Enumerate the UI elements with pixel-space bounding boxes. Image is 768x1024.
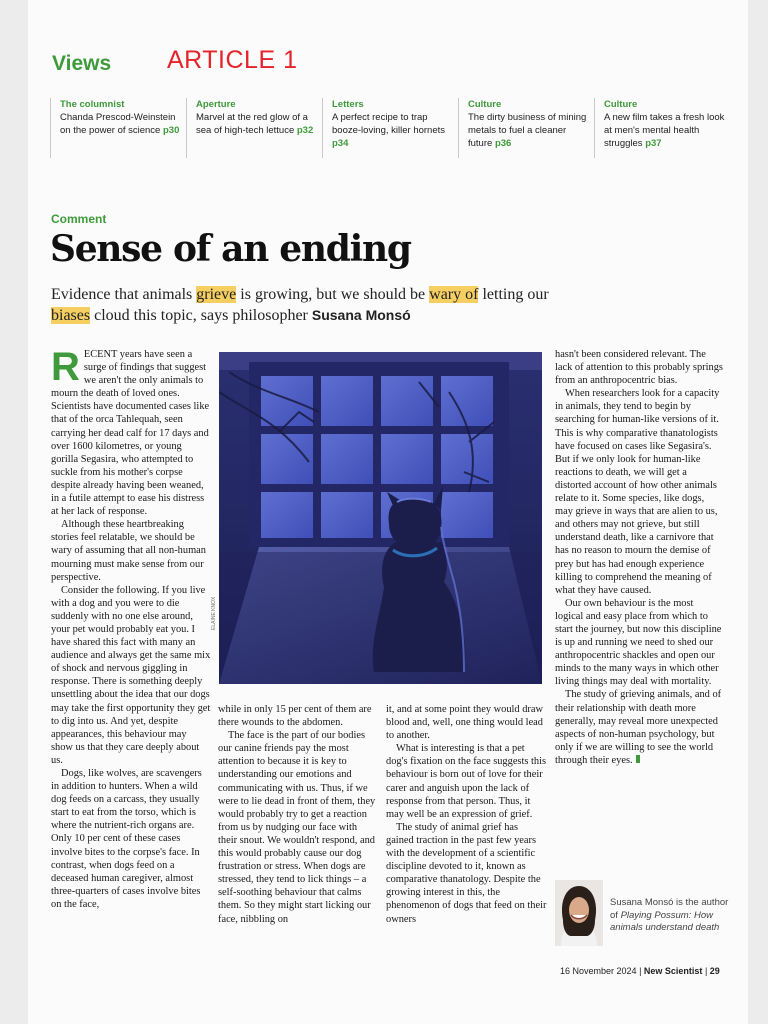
- standfirst-text: is growing, but we should be: [236, 286, 430, 303]
- nav-page: p34: [332, 138, 349, 149]
- nav-category: Aperture: [196, 99, 236, 110]
- nav-text: A perfect recipe to trap booze-loving, killer hornets: [332, 112, 446, 136]
- paragraph: When researchers look for a capacity in animals, they tend to begin by searching for human-like versions of it. This is why comparative thanatologists have focused on cases like Segasira's. But if we only look for human-like reactions to death, we will get a distorted account of how other animals relate to it. Some species, like dogs, may grieve in ways that are alien to us, and others may not grieve, but still understand death, like a carnivore that has no reason to mourn the demise of prey but has had enough experience killing to comprehend the meaning of what they have caused.: [555, 388, 720, 596]
- nav-page: p36: [494, 138, 512, 149]
- nav-page: p30: [162, 125, 180, 136]
- book-title: Playing Possum: How animals understand death: [610, 909, 720, 933]
- paragraph: hasn't been considered relevant. The lack of attention to this probably springs from an anthropocentric bias.: [555, 349, 723, 387]
- highlight: biases: [51, 307, 91, 324]
- nav-category: Culture: [604, 99, 638, 110]
- issue-date: 16 November 2024: [560, 966, 637, 976]
- nav-category: Letters: [332, 99, 364, 110]
- nav-text: Chanda Prescod-Weinstein on the power of science: [60, 112, 176, 136]
- nav-item-aperture[interactable]: [186, 98, 320, 158]
- body-column-4: [555, 348, 723, 873]
- nav-item-culture-film[interactable]: [594, 98, 728, 158]
- headline: Sense of an ending: [50, 228, 411, 270]
- footer-separator: |: [702, 966, 710, 976]
- body-column-2: [218, 703, 378, 963]
- paragraph: Dogs, like wolves, are scavengers in addition to hunters. When a wild dog feeds on a carcass, they usually start to eat from the torso, which is where the nutrient-rich organs are. Only 10 per cent of these cases involve bites to the corpse's face. In contrast, when dogs feed on a deceased human caregiver, almost three-quarters of cases involve bites on the face,: [51, 768, 202, 910]
- dog-window-illustration: [219, 352, 542, 684]
- illustration-credit: ELAINE KNOX: [211, 596, 217, 630]
- body-column-3: [386, 703, 548, 953]
- body-column-1: [51, 348, 211, 958]
- nav-category: Culture: [468, 99, 502, 110]
- end-mark-icon: [636, 755, 640, 763]
- author-bio: [610, 897, 730, 935]
- magazine-name: New Scientist: [643, 966, 703, 976]
- paragraph: The study of animal grief has gained traction in the past few years with the development of a scientific discipline devoted to it, known as comparative thanatology. Despite the growing interest in this, the phenomenon of dogs that feed on their owners: [386, 821, 547, 925]
- paragraph-text: The study of grieving animals, and of their relationship with death more generally, may reveal more unexpected aspects of non-human psychology, but only if we are willing to see the world through their eyes.: [555, 689, 722, 766]
- standfirst-text: Evidence that animals: [51, 286, 197, 303]
- page-number: 29: [709, 966, 720, 976]
- paragraph: it, and at some point they would draw blood and, well, one thing would lead to another.: [386, 704, 543, 742]
- bio-text: Susana Monsó is the author of: [610, 897, 729, 921]
- page-footer: [560, 966, 720, 976]
- paragraph: [51, 348, 211, 518]
- highlight: wary of: [429, 286, 479, 303]
- nav-page: p37: [645, 138, 662, 149]
- kicker: Comment: [51, 212, 107, 226]
- magazine-page: [28, 0, 748, 1024]
- nav-page: p32: [296, 125, 314, 136]
- paragraph: The face is the part of our bodies our canine friends pay the most attention to because it is key to understanding our emotions and communicating with us. Thus, if we were to lie dead in front of them, they would probably try to get a reaction from us by nudging our face with their snout. We wouldn't respond, and this would probably cause our dog frustration or stress. When dogs are stressed, they tend to lick things – a self-soothing behaviour that calms them. So they might start licking our face, nibbling on: [218, 730, 376, 925]
- paragraph: Our own behaviour is the most logical and easy place from which to start the journey, but now this discipline is up and running we need to shed our anthropocentric shackles and open our minds to the many ways in which other living things may deal with mortality.: [555, 597, 722, 688]
- standfirst-text: letting our: [478, 286, 549, 303]
- nav-item-culture-metals[interactable]: [458, 98, 592, 158]
- footer-separator: |: [636, 966, 644, 976]
- author-name: Susana Monsó: [311, 307, 411, 323]
- nav-text: Marvel at the red glow of a sea of high-tech lettuce: [196, 112, 308, 136]
- paragraph: [555, 688, 723, 767]
- nav-category: The columnist: [60, 99, 125, 110]
- paragraph: Consider the following. If you live with a dog and you were to die suddenly with no one else around, your pet would probably eat you. I have shared this fact with many an audience and always get the same mix of shock and nervous giggling in response. There is something deeply unsettling about the idea that our dogs may take the first opportunity they get to dig into us. And yet, despite appearances, this behaviour may show us that they care deeply about us.: [51, 584, 211, 766]
- drop-cap: R: [51, 348, 80, 389]
- paragraph: while in only 15 per cent of them are there wounds to the abdomen.: [218, 704, 372, 729]
- paragraph-text: ECENT years have seen a surge of findings that suggest we aren't the only animals to mourn the death of loved ones. Scientists have documented cases like that of the orca Tahlequah, seen carrying her dead calf for 17 days and over 1600 kilometres, or young gorilla Segasira, who attempted to suckle from his mother's corpse despite already having been weaned, in a futile attempt to ease his distress at her lack of response.: [51, 349, 210, 518]
- standfirst-text: cloud this topic, says philosopher: [90, 307, 312, 324]
- paragraph: Although these heartbreaking stories feel relatable, we should be wary of assuming that all non-human mourning must make sense from our perspective.: [51, 519, 206, 583]
- standfirst: [51, 285, 551, 326]
- nav-text: A new film takes a fresh look at men's mental health struggles: [604, 112, 725, 149]
- highlight: grieve: [196, 286, 237, 303]
- author-photo: [555, 880, 603, 946]
- nav-text: The dirty business of mining metals to fuel a cleaner future: [468, 112, 587, 149]
- views-contents-nav: [50, 98, 740, 158]
- nav-item-letters[interactable]: [322, 98, 456, 158]
- section-label: Views: [52, 52, 112, 75]
- annotation-label: ARTICLE 1: [167, 46, 298, 74]
- nav-item-columnist[interactable]: [50, 98, 184, 158]
- paragraph: What is interesting is that a pet dog's fixation on the face suggests this behaviour is born out of love for their carer and anguish upon the lack of response from that person. Thus, it may well be an expression of grief.: [386, 743, 547, 820]
